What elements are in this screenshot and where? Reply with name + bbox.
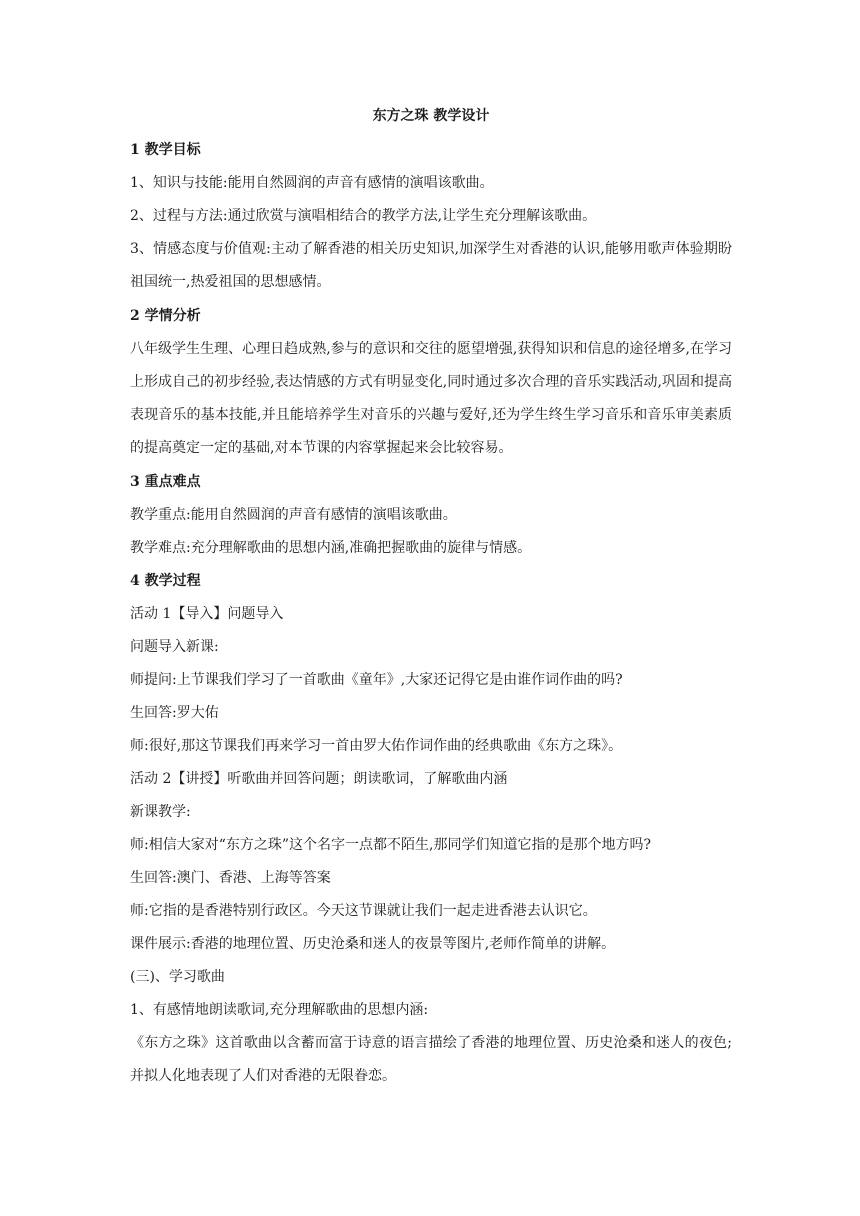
difficult-point: 教学难点:充分理解歌曲的思想内涵,准确把握歌曲的旋律与情感。 (130, 540, 532, 556)
process-line: 师:它指的是香港特别行政区。今天这节课就让我们一起走进香港去认识它。 (130, 903, 597, 919)
process-line: 师:很好,那这节课我们再来学习一首由罗大佑作词作曲的经典歌曲《东方之珠》。 (130, 738, 623, 754)
process-line: 生回答:澳门、香港、上海等答案 (130, 870, 331, 886)
objective-item: 1、知识与技能:能用自然圆润的声音有感情的演唱该歌曲。 (130, 175, 494, 191)
document-body (130, 106, 732, 1100)
process-paragraph: 《东方之珠》这首歌曲以含蓄而富于诗意的语言描绘了香港的地理位置、历史沧桑和迷人的夜色;并拟人化地表现了人们对香港的无限眷恋。 (130, 1035, 732, 1084)
process-line: 师提问:上节课我们学习了一首歌曲《童年》,大家还记得它是由谁作词作曲的吗? (130, 672, 623, 688)
objective-item: 2、过程与方法:通过欣赏与演唱相结合的教学方法,让学生充分理解该歌曲。 (130, 208, 597, 224)
process-line: 新课教学: (130, 804, 191, 820)
section-heading-process: 4 教学过程 (130, 573, 201, 589)
process-line: 课件展示:香港的地理位置、历史沧桑和迷人的夜景等图片,老师作简单的讲解。 (130, 936, 616, 952)
section-heading-analysis: 2 学情分析 (130, 308, 201, 324)
process-line: (三)、学习歌曲 (130, 969, 225, 985)
section-heading-objectives: 1 教学目标 (130, 142, 201, 158)
process-line: 1、有感情地朗读歌词,充分理解歌曲的思想内涵: (130, 1002, 429, 1018)
document-title: 东方之珠 教学设计 (372, 108, 490, 124)
process-line: 活动 2【讲授】听歌曲并回答问题；朗读歌词，了解歌曲内涵 (130, 771, 508, 787)
objective-item: 3、情感态度与价值观:主动了解香港的相关历史知识,加深学生对香港的认识,能够用歌声体验期盼祖国统一,热爱祖国的思想感情。 (130, 241, 732, 290)
process-line: 生回答:罗大佑 (130, 705, 219, 721)
analysis-paragraph: 八年级学生生理、心理日趋成熟,参与的意识和交往的愿望增强,获得知识和信息的途径增多,在学习上形成自己的初步经验,表达情感的方式有明显变化,同时通过多次合理的音乐实践活动,巩固和提高表现音乐的基本技能,并且能培养学生对音乐的兴趣与爱好,还为学生终生学习音乐和音乐审美素质的提高奠定一定的基础,对本节课的内容掌握起来会比较容易。 (130, 341, 732, 456)
process-line: 活动 1【导入】问题导入 (130, 606, 284, 622)
process-line: 师:相信大家对“东方之珠”这个名字一点都不陌生,那同学们知道它指的是那个地方吗? (130, 837, 651, 853)
process-line: 问题导入新课: (130, 639, 219, 655)
key-point: 教学重点:能用自然圆润的声音有感情的演唱该歌曲。 (130, 507, 457, 523)
section-heading-key-points: 3 重点难点 (130, 474, 201, 490)
